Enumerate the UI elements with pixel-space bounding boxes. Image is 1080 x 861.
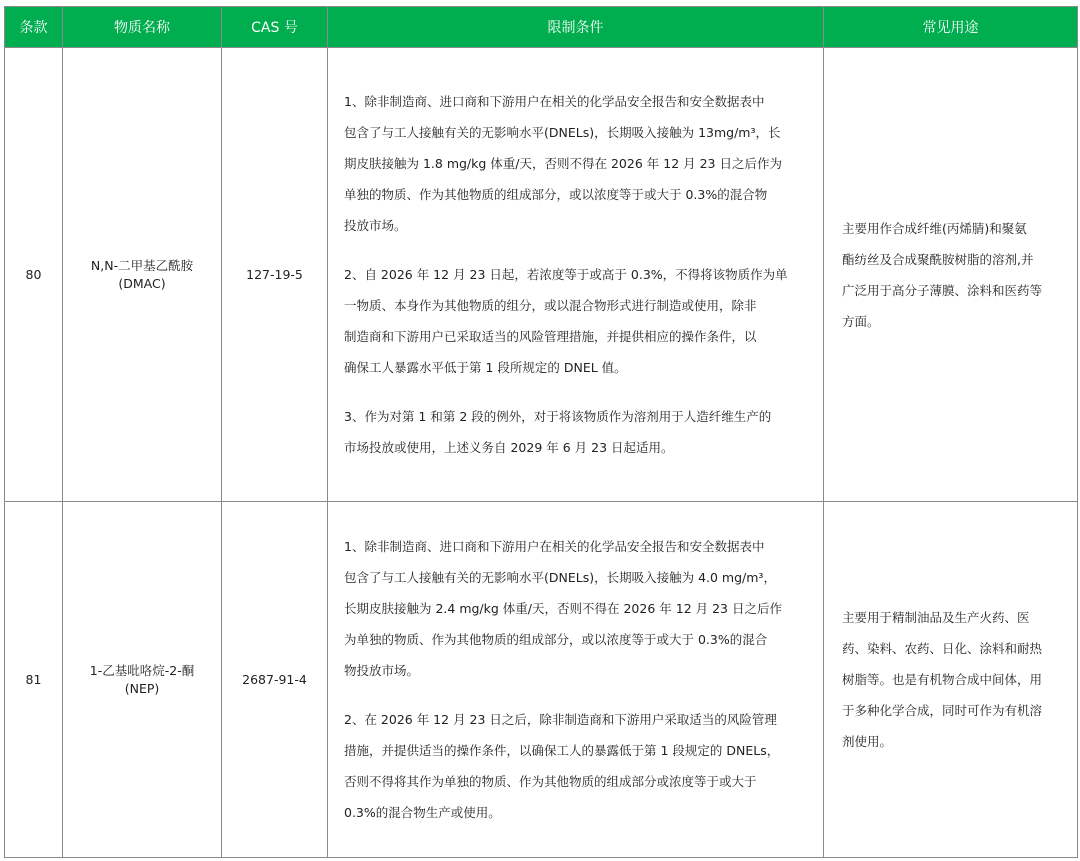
limit-line: 否则不得将其作为单独的物质、作为其他物质的组成部分或浓度等于或大于 [344, 774, 757, 789]
uses-line: 广泛用于高分子薄膜、涂料和医药等 [842, 282, 1043, 298]
substance-name-line: N,N-二甲基乙酰胺 [90, 257, 194, 273]
limit-line: 为单独的物质、作为其他物质的组成部分，或以浓度等于或大于 0.3%的混合 [344, 632, 768, 647]
limit-paragraph [344, 259, 823, 383]
limit-line: 一物质、本身作为其他物质的组分，或以混合物形式进行制造或使用，除非 [344, 298, 757, 313]
table-row [5, 48, 1078, 502]
clause-cell: 81 [5, 502, 63, 858]
cas-cell: 2687-91-4 [222, 502, 328, 858]
substance-name-cell [63, 502, 222, 858]
header-substance-name: 物质名称 [63, 7, 222, 48]
header-cas: CAS 号 [222, 7, 328, 48]
header-clause: 条款 [5, 7, 63, 48]
limit-line: 确保工人暴露水平低于第 1 段所规定的 DNEL 值。 [344, 360, 627, 375]
limit-paragraph [344, 704, 823, 828]
limit-paragraph [344, 401, 823, 463]
header-limits: 限制条件 [328, 7, 824, 48]
limit-line: 2、自 2026 年 12 月 23 日起，若浓度等于或高于 0.3%，不得将该物质作为单 [344, 267, 788, 282]
limit-line: 0.3%的混合物生产或使用。 [344, 805, 501, 820]
clause-cell: 80 [5, 48, 63, 502]
limit-line: 1、除非制造商、进口商和下游用户在相关的化学品安全报告和安全数据表中 [344, 539, 765, 554]
uses-line: 树脂等。也是有机物合成中间体，用 [842, 672, 1043, 687]
substance-name-line: (NEP) [124, 680, 160, 696]
cas-cell: 127-19-5 [222, 48, 328, 502]
limit-line: 投放市场。 [344, 218, 407, 233]
limit-line: 制造商和下游用户已采取适当的风险管理措施，并提供相应的操作条件，以 [344, 329, 757, 344]
limit-line: 单独的物质、作为其他物质的组成部分，或以浓度等于或大于 0.3%的混合物 [344, 187, 768, 202]
uses-cell [824, 48, 1078, 502]
limits-cell [328, 48, 824, 502]
limit-line: 包含了与工人接触有关的无影响水平(DNELs)，长期吸入接触为 13mg/m³，长 [344, 125, 781, 140]
uses-cell [824, 502, 1078, 858]
substance-name-cell [63, 48, 222, 502]
uses-line: 药、染料、农药、日化、涂料和耐热 [842, 641, 1043, 656]
limit-line: 物投放市场。 [344, 663, 420, 678]
limit-line: 期皮肤接触为 1.8 mg/kg 体重/天，否则不得在 2026 年 12 月 23 日之后作为 [344, 156, 782, 171]
substance-name-line: 1-乙基吡咯烷-2-酮 [89, 662, 195, 678]
limit-line: 包含了与工人接触有关的无影响水平(DNELs)，长期吸入接触为 4.0 mg/m³， [344, 570, 776, 585]
uses-line: 主要用作合成纤维(丙烯腈)和聚氨 [842, 220, 1027, 236]
limit-line: 市场投放或使用，上述义务自 2029 年 6 月 23 日起适用。 [344, 440, 674, 455]
limit-line: 1、除非制造商、进口商和下游用户在相关的化学品安全报告和安全数据表中 [344, 94, 765, 109]
limit-line: 措施，并提供适当的操作条件，以确保工人的暴露低于第 1 段规定的 DNELs， [344, 743, 780, 758]
table-row [5, 502, 1078, 858]
table-header [5, 7, 1078, 48]
uses-line: 于多种化学合成，同时可作为有机溶 [842, 703, 1043, 718]
limit-line: 长期皮肤接触为 2.4 mg/kg 体重/天，否则不得在 2026 年 12 月 23 日之后作 [344, 601, 782, 616]
limits-cell [328, 502, 824, 858]
limit-paragraph [344, 86, 823, 241]
limit-line: 2、在 2026 年 12 月 23 日之后，除非制造商和下游用户采取适当的风险管理 [344, 712, 777, 727]
uses-line: 方面。 [842, 313, 880, 329]
uses-line: 剂使用。 [842, 734, 893, 749]
substance-name-line: (DMAC) [118, 275, 166, 291]
limit-line: 3、作为对第 1 和第 2 段的例外，对于将该物质作为溶剂用于人造纤维生产的 [344, 409, 772, 424]
uses-line: 酯纺丝及合成聚酰胺树脂的溶剂,并 [842, 251, 1034, 267]
limit-paragraph [344, 531, 823, 686]
header-uses: 常见用途 [824, 7, 1078, 48]
uses-line: 主要用于精制油品及生产火药、医 [842, 610, 1030, 625]
restriction-table [4, 6, 1078, 858]
